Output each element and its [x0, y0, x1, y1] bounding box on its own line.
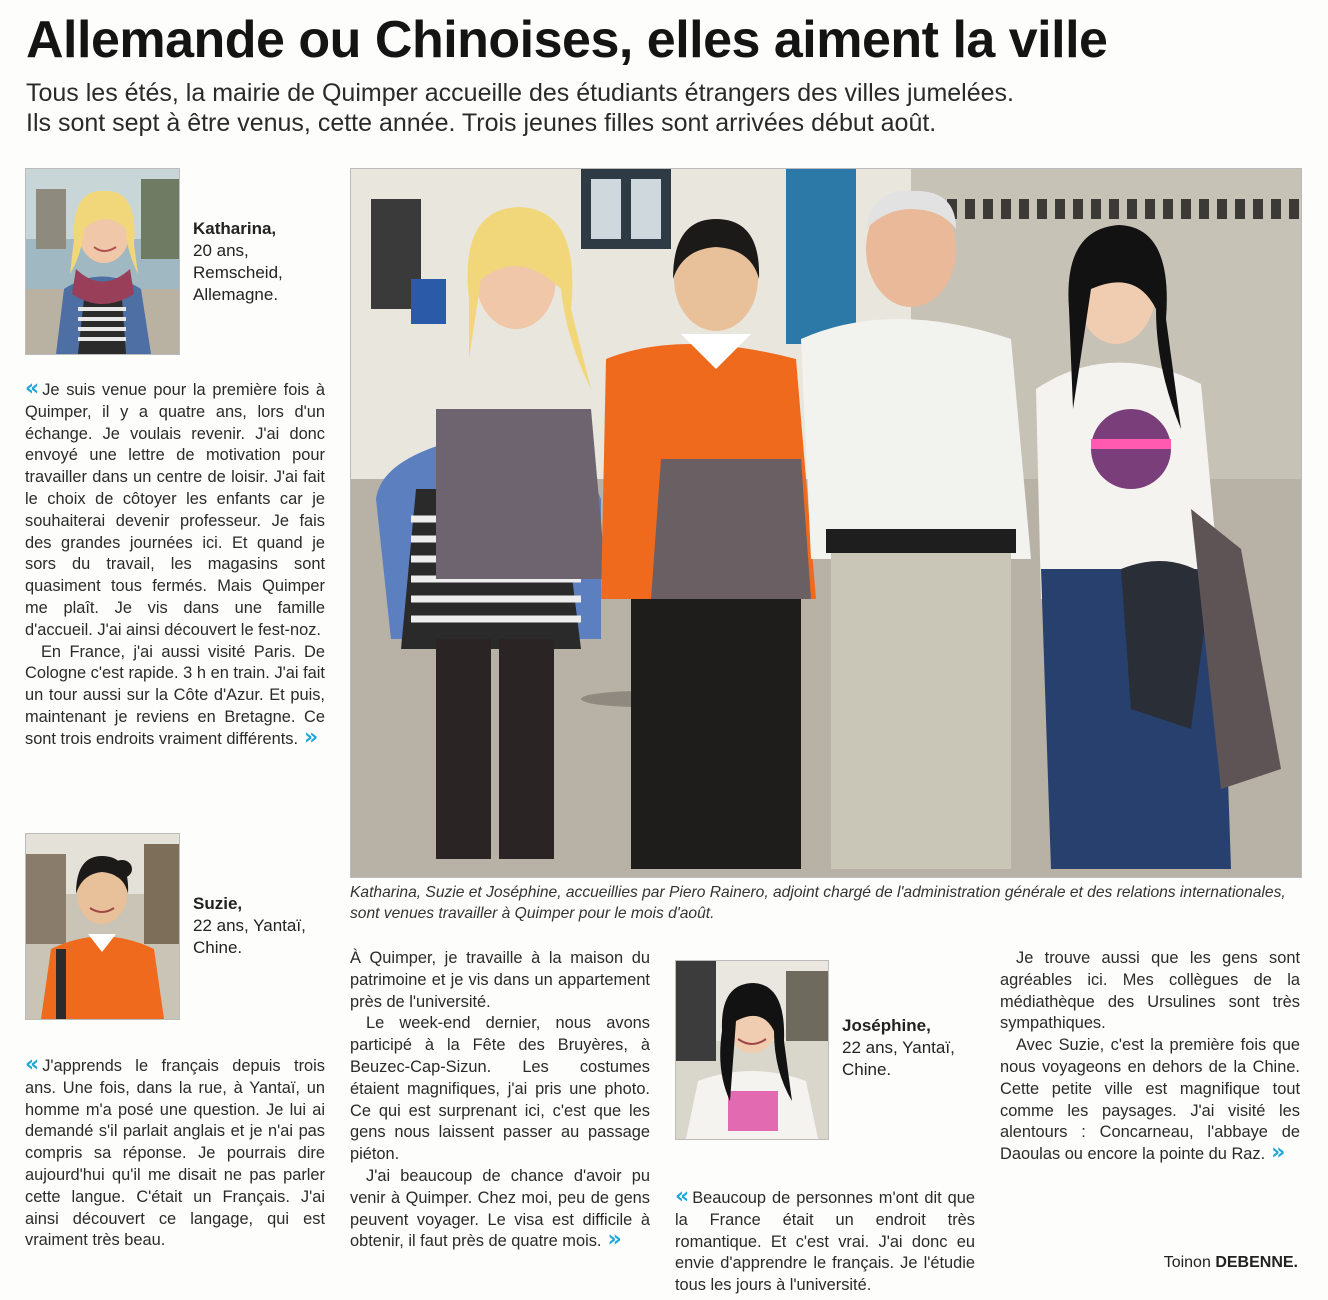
- quote-open-mark: «: [25, 376, 37, 401]
- suzie-quote-p4: J'ai beaucoup de chance d'avoir pu venir à Quimper. Chez moi, peu de gens peuvent voyager. Le visa est difficile à obtenir, il faut près de quatre mois.: [350, 1166, 650, 1251]
- quote-close-mark: »: [1271, 1140, 1283, 1166]
- suzie-portrait: [25, 833, 180, 1020]
- katharina-country: Allemagne.: [193, 285, 279, 304]
- josephine-age: 22 ans, Yantaï,: [842, 1038, 955, 1057]
- standfirst-line-1: Tous les étés, la mairie de Quimper accueille des étudiants étrangers des villes jumelées.: [26, 79, 1014, 107]
- byline: [1164, 1254, 1298, 1272]
- josephine-quote-p2: Je trouve aussi que les gens sont agréables ici. Mes collègues de la médiathèque des Ursulines sont très sympathiques.: [1000, 949, 1300, 1033]
- josephine-quote-col4: [1000, 948, 1300, 1166]
- byline-first-name: Toinon: [1163, 1254, 1211, 1271]
- group-photo: [350, 168, 1302, 878]
- katharina-city: Remscheid,: [193, 263, 283, 282]
- josephine-portrait: [675, 960, 829, 1140]
- katharina-id: [193, 218, 283, 306]
- josephine-country: Chine.: [842, 1060, 892, 1079]
- suzie-quote-p2: À Quimper, je travaille à la maison du patrimoine et je vis dans un appartement près de l'université.: [350, 949, 650, 1011]
- suzie-id: [193, 893, 306, 959]
- quote-open-mark: «: [675, 1184, 687, 1209]
- suzie-country: Chine.: [193, 938, 243, 957]
- photo-caption: Katharina, Suzie et Joséphine, accueillies par Piero Rainero, adjoint chargé de l'administration générale et des relations internationales, sont venues travailler à Quimper pour le mois d'août.: [350, 884, 1286, 922]
- suzie-age: 22 ans, Yantaï,: [193, 916, 306, 935]
- josephine-id: [842, 1015, 955, 1081]
- suzie-quote-p1: J'apprends le français depuis trois ans. Une fois, dans la rue, à Yantaï, un homme m'a posé une question. Je lui ai demandé s'il parlait anglais et je n'ai pas compris sa réponse. Je pourrais dire aujourd'hui qu'il me disait ne pas parler cette langue. C'était un Français. J'ai ainsi découvert ce langage, qui est vraiment très beau.: [25, 1057, 325, 1250]
- quote-close-mark: »: [304, 724, 316, 750]
- katharina-quote: [25, 376, 325, 751]
- headline: Allemande ou Chinoises, elles aiment la ville: [26, 11, 1108, 69]
- quote-open-mark: «: [25, 1052, 37, 1077]
- katharina-quote-p1: Je suis venue pour la première fois à Quimper, il y a quatre ans, lors d'un échange. Je voulais revenir. J'ai donc envoyé une lettre de motivation pour travailler dans un centre de loisir. J'ai fait le choix de côtoyer les enfants car je souhaiterai devenir professeur. Je fais des grandes journées ici. Et quand je sors du travail, les magasins sont quasiment tous fermés. Mais Quimper me plaît. Je vis dans une famille d'accueil. J'ai ainsi découvert le fest-noz.: [25, 381, 325, 639]
- standfirst-line-2: Ils sont sept à être venus, cette année. Trois jeunes filles sont arrivées début août.: [26, 109, 937, 137]
- suzie-quote-col2: [350, 948, 650, 1253]
- katharina-portrait: [25, 168, 180, 355]
- suzie-quote-p3: Le week-end dernier, nous avons participé à la Fête des Bruyères, à Beuzec-Cap-Sizun. Les costumes étaient magnifiques, j'ai pris une photo. Ce qui est surprenant ici, c'est que les gens nous laissent passer au passage piéton.: [350, 1014, 650, 1164]
- standfirst: [26, 78, 1086, 138]
- josephine-quote-col3: [675, 1184, 975, 1297]
- suzie-name: Suzie,: [193, 894, 243, 913]
- suzie-quote-col1: [25, 1052, 325, 1252]
- katharina-quote-p2: En France, j'ai aussi visité Paris. De Cologne c'est rapide. 3 h en train. J'ai fait un tour aussi sur la Côte d'Azur. Et puis, maintenant je reviens en Bretagne. Ce sont trois endroits vraiment différents.: [25, 642, 325, 748]
- katharina-age: 20 ans,: [193, 241, 249, 260]
- josephine-quote-p3: Avec Suzie, c'est la première fois que nous voyageons en dehors de la Chine. Cette petite ville est magnifique tout comme les paysages. J'ai visité les alentours : Concarneau, l'abbaye de Daoulas ou encore la pointe du Raz.: [1000, 1036, 1300, 1164]
- josephine-name: Joséphine,: [842, 1016, 931, 1035]
- byline-surname: DEBENNE.: [1215, 1254, 1298, 1271]
- josephine-quote-p1: Beaucoup de personnes m'ont dit que la France était un endroit très romantique. Et c'est vrai. J'ai donc eu envie d'apprendre le français. Je l'étudie tous les jours à l'université.: [675, 1189, 975, 1295]
- katharina-name: Katharina,: [193, 219, 277, 238]
- quote-close-mark: »: [607, 1227, 619, 1253]
